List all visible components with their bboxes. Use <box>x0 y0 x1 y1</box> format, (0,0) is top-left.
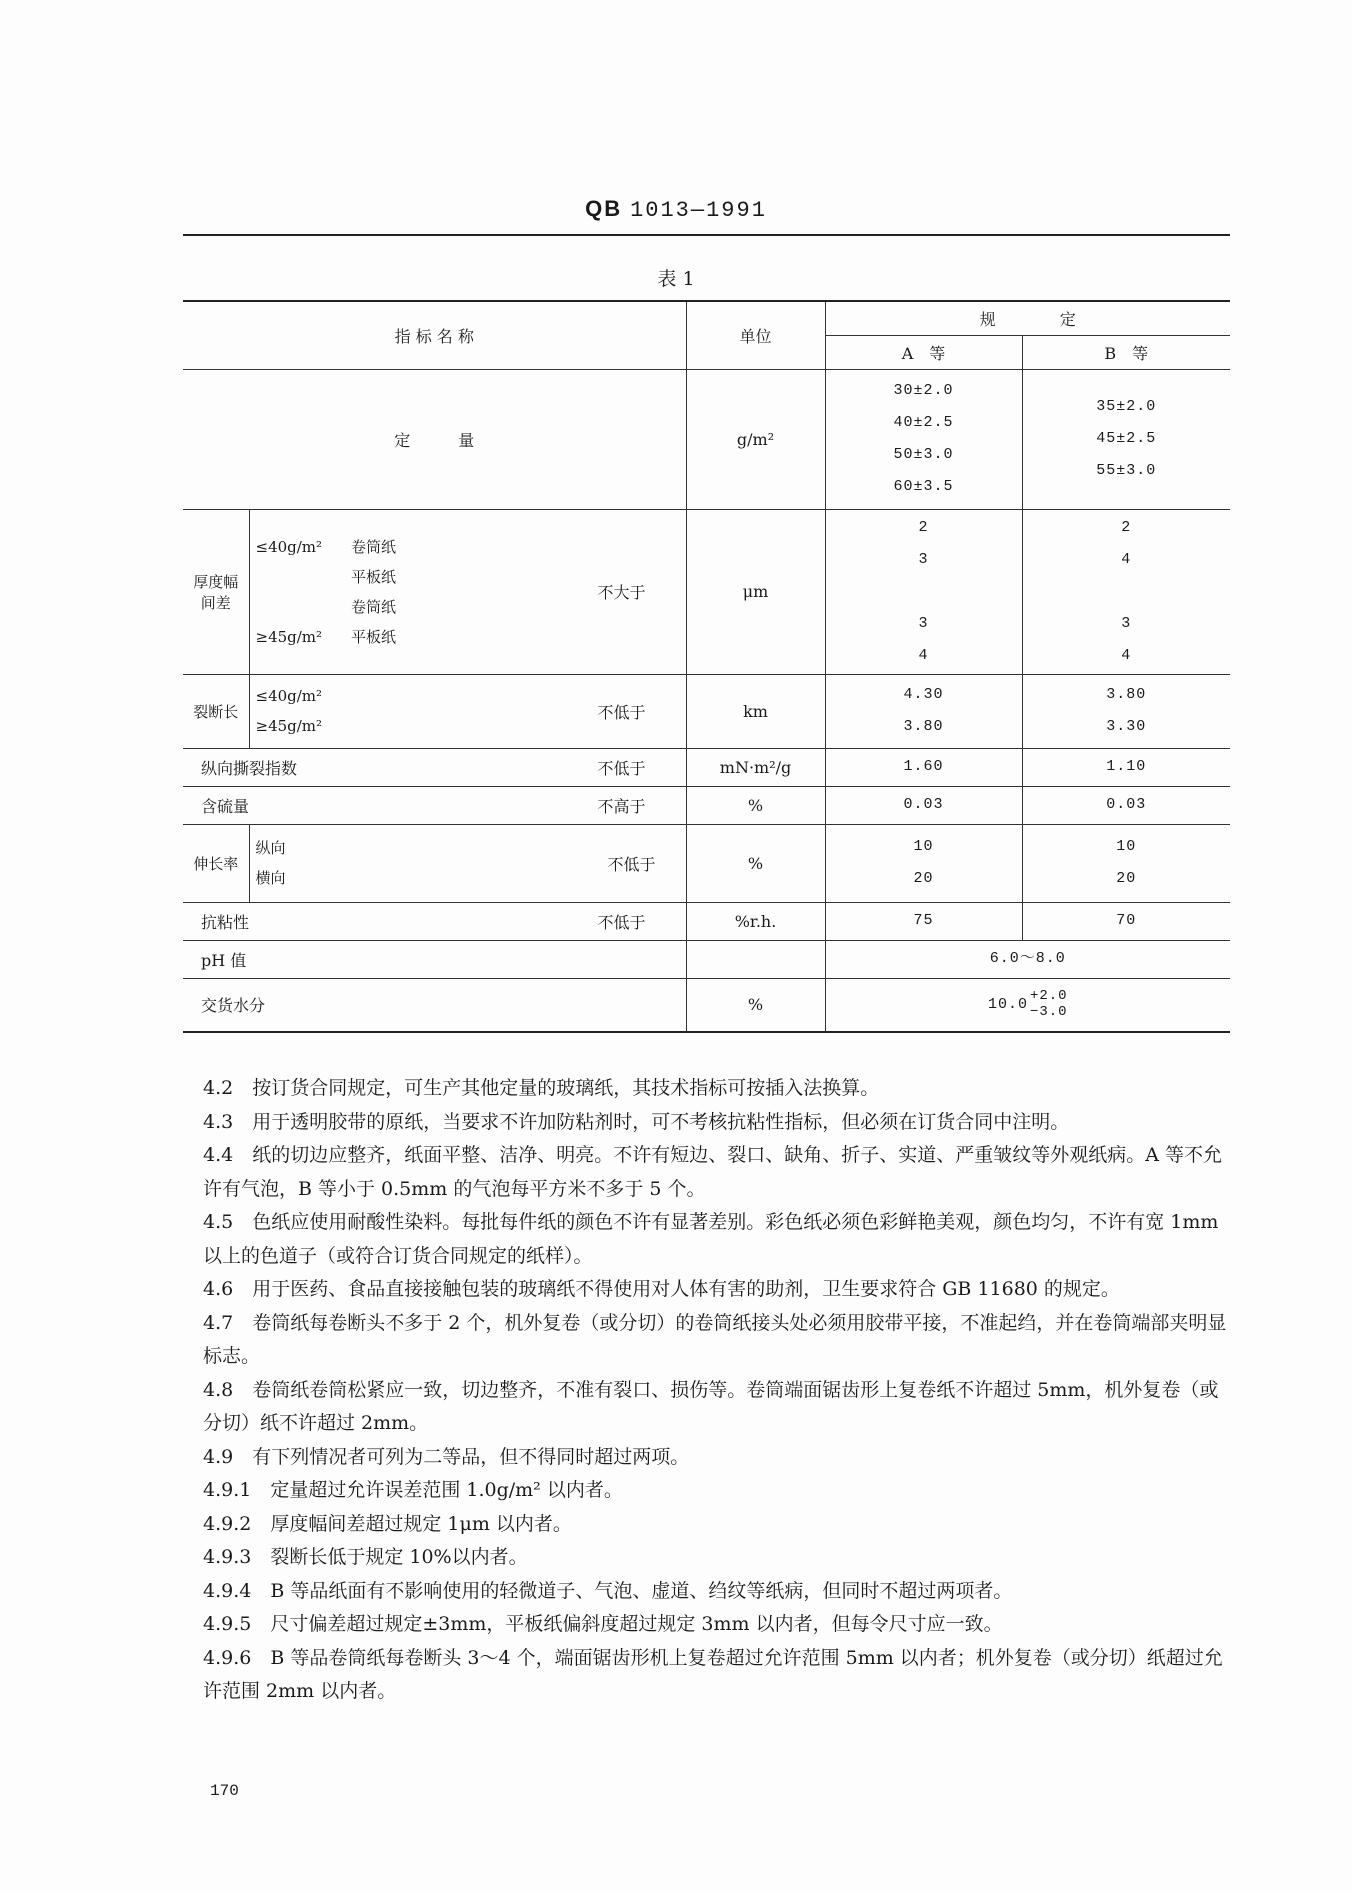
document-header <box>0 196 1352 223</box>
tear-index-unit: mN·m²/g <box>686 748 825 786</box>
elongation-condition: 不低于 <box>411 824 686 902</box>
anti-stick-b: 70 <box>1022 902 1230 940</box>
breaking-length-condition: 不低于 <box>411 674 686 748</box>
paragraph-4-9-3: 4.9.3 裂断长低于规定 10%以内者。 <box>203 1546 528 1568</box>
thickness-unit: μm <box>686 509 825 674</box>
paragraph-4-5: 4.5 色纸应使用耐酸性染料。每批每件纸的颜色不许有显著差别。彩色纸必须色彩鲜艳美观，颜色均匀，不许有宽 1mm 以上的色道子（或符合订货合同规定的纸样）。 <box>203 1211 1219 1267</box>
anti-stick-a: 75 <box>825 902 1022 940</box>
paragraph-4-9-1: 4.9.1 定量超过允许误差范围 1.0g/m² 以内者。 <box>203 1479 623 1501</box>
paragraph-4-3: 4.3 用于透明胶带的原纸，当要求不许加防粘剂时，可不考核抗粘性指标，但必须在订货合同中注明。 <box>203 1110 1070 1133</box>
anti-stick-unit: %r.h. <box>686 902 825 940</box>
basis-weight-label: 定 量 <box>183 369 686 509</box>
anti-stick-label: 抗粘性 <box>183 902 411 940</box>
paragraph-4-7: 4.7 卷筒纸每卷断头不多于 2 个，机外复卷（或分切）的卷筒纸接头处必须用胶带平接，不准起绉，并在卷筒端部夹明显标志。 <box>203 1311 1227 1367</box>
unit-header: 单位 <box>686 301 825 369</box>
thickness-a: 2 3 3 4 <box>825 509 1022 674</box>
breaking-length-a: 4.30 3.80 <box>825 674 1022 748</box>
grade-a-header: A 等 <box>825 335 1022 369</box>
thickness-label: 厚度幅间差 <box>183 509 249 674</box>
tear-index-b: 1.10 <box>1022 748 1230 786</box>
tear-index-label: 纵向撕裂指数 <box>183 748 411 786</box>
basis-weight-b: 35±2.0 45±2.5 55±3.0 <box>1022 369 1230 509</box>
sulfur-unit: % <box>686 786 825 824</box>
sulfur-condition: 不高于 <box>411 786 686 824</box>
tear-index-condition: 不低于 <box>411 748 686 786</box>
paragraph-4-4: 4.4 纸的切边应整齐，纸面平整、洁净、明亮。不许有短边、裂口、缺角、折子、实道、严重皱纹等外观纸病。A 等不允许有气泡，B 等小于 0.5mm 的气泡每平方米不多于 5 个。 <box>203 1144 1222 1200</box>
thickness-types: 卷筒纸 平板纸 卷筒纸 平板纸 <box>351 509 411 674</box>
ph-unit <box>686 940 825 978</box>
breaking-length-label: 裂断长 <box>183 674 249 748</box>
breaking-length-groups: ≤40g/m² ≥45g/m² <box>249 674 411 748</box>
basis-weight-a: 30±2.0 40±2.5 50±3.0 60±3.5 <box>825 369 1022 509</box>
moisture-label: 交货水分 <box>183 978 686 1032</box>
sulfur-a: 0.03 <box>825 786 1022 824</box>
thickness-groups: ≤40g/m² ≥45g/m² <box>249 509 351 674</box>
sulfur-b: 0.03 <box>1022 786 1230 824</box>
header-rule <box>183 234 1230 236</box>
breaking-length-unit: km <box>686 674 825 748</box>
tear-index-a: 1.60 <box>825 748 1022 786</box>
spec-header: 规 定 <box>825 301 1230 335</box>
standard-prefix: QB <box>585 196 623 221</box>
spec-table <box>183 300 1230 1033</box>
page-number: 170 <box>210 1782 239 1800</box>
paragraph-4-6: 4.6 用于医药、食品直接接触包装的玻璃纸不得使用对人体有害的助剂，卫生要求符合 GB 11680 的规定。 <box>203 1278 1120 1300</box>
table-caption: 表 1 <box>657 268 695 290</box>
thickness-condition: 不大于 <box>411 509 686 674</box>
body-text <box>203 1072 1233 1709</box>
paragraph-4-9-4: 4.9.4 B 等品纸面有不影响使用的轻微道子、气泡、虚道、绉纹等纸病，但同时不超过两项者。 <box>203 1579 1013 1602</box>
elongation-directions: 纵向 横向 <box>249 824 411 902</box>
paragraph-4-9-2: 4.9.2 厚度幅间差超过规定 1μm 以内者。 <box>203 1512 572 1535</box>
moisture-unit: % <box>686 978 825 1032</box>
standard-code: 1013—1991 <box>630 198 767 223</box>
sulfur-label: 含硫量 <box>183 786 411 824</box>
ph-value: 6.0～8.0 <box>825 940 1230 978</box>
thickness-b: 2 4 3 4 <box>1022 509 1230 674</box>
paragraph-4-9-5: 4.9.5 尺寸偏差超过规定±3mm，平板纸偏斜度超过规定 3mm 以内者，但每令尺寸应一致。 <box>203 1613 1003 1635</box>
elongation-unit: % <box>686 824 825 902</box>
elongation-label: 伸长率 <box>183 824 249 902</box>
elongation-a: 10 20 <box>825 824 1022 902</box>
moisture-value: 10.0 +2.0 −3.0 <box>825 978 1230 1032</box>
paragraph-4-9-6: 4.9.6 B 等品卷筒纸每卷断头 3～4 个，端面锯齿形机上复卷超过允许范围 5mm 以内者；机外复卷（或分切）纸超过允许范围 2mm 以内者。 <box>203 1646 1223 1702</box>
paragraph-4-9: 4.9 有下列情况者可列为二等品，但不得同时超过两项。 <box>203 1445 690 1468</box>
indicator-header: 指 标 名 称 <box>183 301 686 369</box>
elongation-b: 10 20 <box>1022 824 1230 902</box>
anti-stick-condition: 不低于 <box>411 902 686 940</box>
breaking-length-b: 3.80 3.30 <box>1022 674 1230 748</box>
basis-weight-unit: g/m² <box>686 369 825 509</box>
grade-b-header: B 等 <box>1022 335 1230 369</box>
paragraph-4-8: 4.8 卷筒纸卷筒松紧应一致，切边整齐，不准有裂口、损伤等。卷筒端面锯齿形上复卷纸不许超过 5mm，机外复卷（或分切）纸不许超过 2mm。 <box>203 1378 1219 1434</box>
paragraph-4-2: 4.2 按订货合同规定，可生产其他定量的玻璃纸，其技术指标可按插入法换算。 <box>203 1077 880 1099</box>
ph-label: pH 值 <box>183 940 686 978</box>
